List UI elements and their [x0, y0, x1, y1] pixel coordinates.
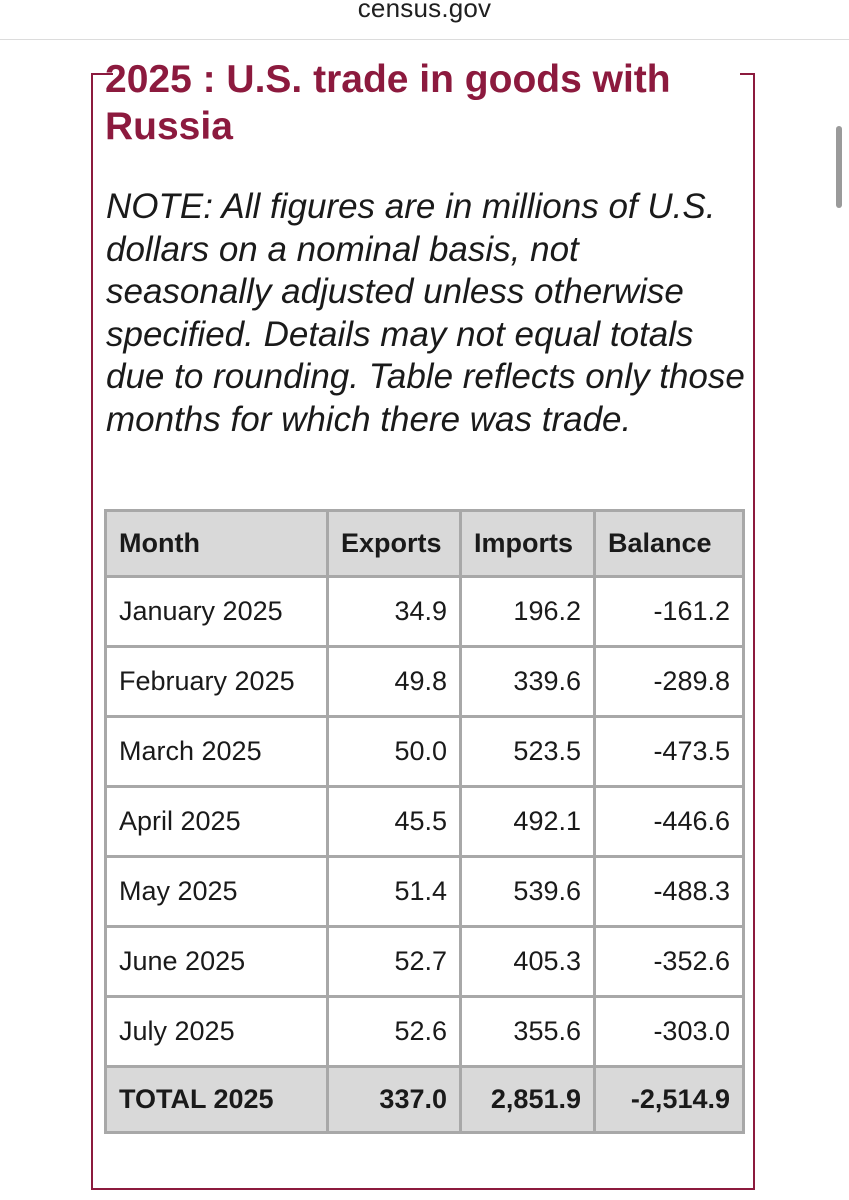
table-row [107, 578, 742, 645]
cell-month: May 2025 [107, 858, 326, 925]
url-text[interactable]: census.gov [357, 0, 492, 23]
cell-balance: -303.0 [596, 998, 742, 1065]
note-text: NOTE: All figures are in millions of U.S. dollars on a nominal basis, not seasonally adjusted unless otherwise specified. Details may not equal totals due to rounding. Table reflects only those months for which there was trade. [106, 187, 745, 439]
page-title: 2025 : U.S. trade in goods with Russia [105, 58, 671, 148]
table-row [107, 928, 742, 995]
total-imports: 2,851.9 [462, 1068, 593, 1131]
table-row [107, 858, 742, 925]
total-label: TOTAL 2025 [107, 1068, 326, 1131]
table-total-row [107, 1068, 742, 1131]
scrollbar-thumb[interactable] [836, 126, 842, 208]
cell-imports: 539.6 [462, 858, 593, 925]
cell-balance: -473.5 [596, 718, 742, 785]
table-row [107, 648, 742, 715]
trade-table [104, 509, 745, 1134]
table-header-row [107, 512, 742, 575]
header-imports: Imports [462, 512, 593, 575]
total-exports: 337.0 [329, 1068, 459, 1131]
cell-imports: 523.5 [462, 718, 593, 785]
cell-exports: 45.5 [329, 788, 459, 855]
cell-month: July 2025 [107, 998, 326, 1065]
header-month: Month [107, 512, 326, 575]
cell-month: March 2025 [107, 718, 326, 785]
cell-balance: -446.6 [596, 788, 742, 855]
table-row [107, 788, 742, 855]
cell-month: February 2025 [107, 648, 326, 715]
table-row [107, 718, 742, 785]
cell-month: June 2025 [107, 928, 326, 995]
cell-imports: 405.3 [462, 928, 593, 995]
cell-month: January 2025 [107, 578, 326, 645]
cell-imports: 196.2 [462, 578, 593, 645]
cell-balance: -161.2 [596, 578, 742, 645]
cell-imports: 355.6 [462, 998, 593, 1065]
cell-exports: 49.8 [329, 648, 459, 715]
total-balance: -2,514.9 [596, 1068, 742, 1131]
cell-month: April 2025 [107, 788, 326, 855]
cell-exports: 34.9 [329, 578, 459, 645]
table-row [107, 998, 742, 1065]
cell-exports: 52.7 [329, 928, 459, 995]
cell-imports: 492.1 [462, 788, 593, 855]
cell-exports: 52.6 [329, 998, 459, 1065]
header-exports: Exports [329, 512, 459, 575]
cell-imports: 339.6 [462, 648, 593, 715]
cell-balance: -352.6 [596, 928, 742, 995]
browser-url-bar[interactable] [0, 0, 849, 40]
cell-exports: 51.4 [329, 858, 459, 925]
cell-balance: -289.8 [596, 648, 742, 715]
header-balance: Balance [596, 512, 742, 575]
cell-balance: -488.3 [596, 858, 742, 925]
cell-exports: 50.0 [329, 718, 459, 785]
